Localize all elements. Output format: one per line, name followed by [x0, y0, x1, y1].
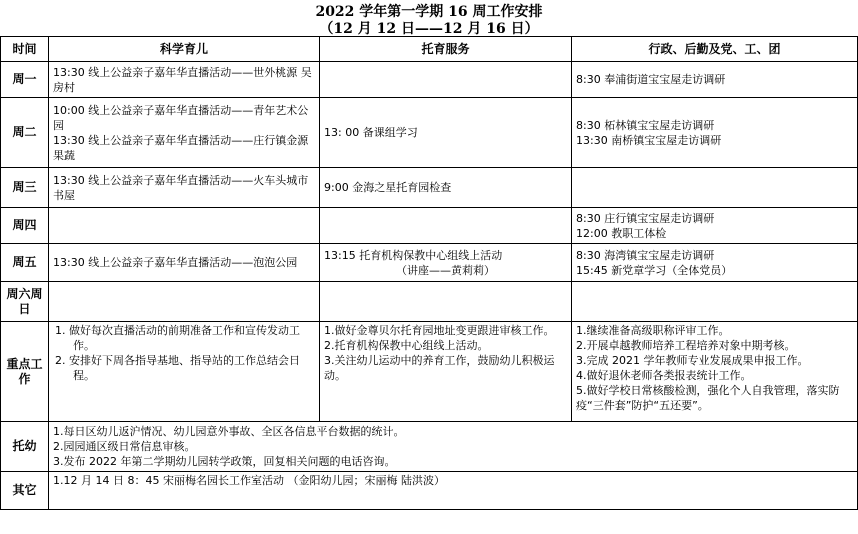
- entry: 8:30 奉浦街道宝宝屋走访调研: [576, 73, 726, 86]
- document-title: [0, 0, 858, 36]
- other-content: [49, 472, 858, 510]
- key-work-admin: [572, 322, 858, 422]
- key-work-science: [49, 322, 320, 422]
- tuesday-science: [49, 98, 320, 168]
- entry: 2. 安排好下周各指导基地、指导站的工作总结会日程。: [55, 354, 300, 382]
- entry: 5.做好学校日常核酸检测，强化个人自我管理，落实防疫“三件套”防护“五还要”。: [576, 384, 840, 412]
- day-label: 周六周日: [1, 282, 49, 322]
- row-tuoyou: [1, 422, 858, 472]
- row-friday: [1, 244, 858, 282]
- entry: 1.做好金尊贝尔托育园地址变更跟进审核工作。: [324, 324, 555, 337]
- entry: 10:00 线上公益亲子嘉年华直播活动——青年艺术公园: [53, 103, 309, 132]
- wednesday-science: [49, 168, 320, 208]
- entry: （讲座——黄莉莉）: [396, 263, 495, 277]
- row-thursday: [1, 208, 858, 244]
- entry: 9:00 金海之星托育园检查: [324, 181, 452, 194]
- entry: 13:30 线上公益亲子嘉年华直播活动——泡泡公园: [53, 256, 298, 269]
- key-work-label: 重点工作: [1, 322, 49, 422]
- entry: 2.开展卓越教师培养工程培养对象中期考核。: [576, 339, 796, 352]
- entry: 13:30 线上公益亲子嘉年华直播活动——火车头城市书屋: [53, 173, 309, 202]
- monday-admin: [572, 62, 858, 98]
- weekend-childcare: [320, 282, 572, 322]
- monday-science: [49, 62, 320, 98]
- key-work-childcare: [320, 322, 572, 422]
- row-wednesday: [1, 168, 858, 208]
- other-label: 其它: [1, 472, 49, 510]
- monday-childcare: [320, 62, 572, 98]
- entry: 13:30 线上公益亲子嘉年华直播活动——世外桃源 吴房村: [53, 65, 312, 94]
- day-label: 周五: [1, 244, 49, 282]
- entry: 2.园园通区级日常信息审核。: [53, 440, 196, 453]
- entry: 1.12 月 14 日 8：45 宋丽梅名园长工作室活动 （金阳幼儿园；宋丽梅 陆洪波）: [53, 474, 445, 487]
- weekend-admin: [572, 282, 858, 322]
- wednesday-childcare: [320, 168, 572, 208]
- entry: 4.做好退休老师各类报表统计工作。: [576, 369, 752, 382]
- thursday-childcare: [320, 208, 572, 244]
- friday-science: [49, 244, 320, 282]
- row-tuesday: [1, 98, 858, 168]
- header-row: [1, 37, 858, 62]
- entry: 15:45 新党章学习（全体党员）: [576, 263, 733, 277]
- header-admin: 行政、后勤及党、工、团: [572, 37, 858, 62]
- tuesday-admin: [572, 98, 858, 168]
- row-weekend: [1, 282, 858, 322]
- row-key-work: [1, 322, 858, 422]
- header-childcare: 托育服务: [320, 37, 572, 62]
- entry: 8:30 海湾镇宝宝屋走访调研: [576, 248, 715, 262]
- entry: 13:30 南桥镇宝宝屋走访调研: [576, 133, 722, 147]
- entry: 3.关注幼儿运动中的养育工作，鼓励幼儿积极运动。: [324, 354, 555, 382]
- entry: 13: 00 备课组学习: [324, 126, 418, 139]
- entry: 13:30 线上公益亲子嘉年华直播活动——庄行镇金源果蔬: [53, 133, 309, 162]
- row-other: [1, 472, 858, 510]
- day-label: 周三: [1, 168, 49, 208]
- entry: 1.继续准备高级职称评审工作。: [576, 324, 730, 337]
- header-science: 科学育儿: [49, 37, 320, 62]
- day-label: 周一: [1, 62, 49, 98]
- schedule-table: [0, 36, 858, 510]
- friday-childcare: [320, 244, 572, 282]
- entry: 8:30 庄行镇宝宝屋走访调研: [576, 211, 715, 225]
- tuoyou-content: [49, 422, 858, 472]
- tuesday-childcare: [320, 98, 572, 168]
- entry: 13:15 托育机构保教中心组线上活动: [324, 248, 503, 262]
- entry: 1.每日区幼儿返沪情况、幼儿园意外事故、全区各信息平台数据的统计。: [53, 425, 405, 438]
- entry: 8:30 柘林镇宝宝屋走访调研: [576, 118, 715, 132]
- thursday-admin: [572, 208, 858, 244]
- thursday-science: [49, 208, 320, 244]
- entry: 3.发布 2022 年第二学期幼儿园转学政策，回复相关问题的电话咨询。: [53, 455, 396, 468]
- day-label: 周二: [1, 98, 49, 168]
- tuoyou-label: 托幼: [1, 422, 49, 472]
- entry: 2.托育机构保教中心组线上活动。: [324, 339, 489, 352]
- entry: 3.完成 2021 学年教师专业发展成果申报工作。: [576, 354, 809, 367]
- title-line-1: 2022 学年第一学期 16 周工作安排: [315, 4, 543, 20]
- wednesday-admin: [572, 168, 858, 208]
- row-monday: [1, 62, 858, 98]
- entry: 12:00 教职工体检: [576, 226, 667, 240]
- title-line-2: （12 月 12 日——12 月 16 日）: [319, 21, 539, 37]
- friday-admin: [572, 244, 858, 282]
- header-time: 时间: [1, 37, 49, 62]
- entry: 1. 做好每次直播活动的前期准备工作和宣传发动工作。: [55, 324, 300, 352]
- day-label: 周四: [1, 208, 49, 244]
- weekend-science: [49, 282, 320, 322]
